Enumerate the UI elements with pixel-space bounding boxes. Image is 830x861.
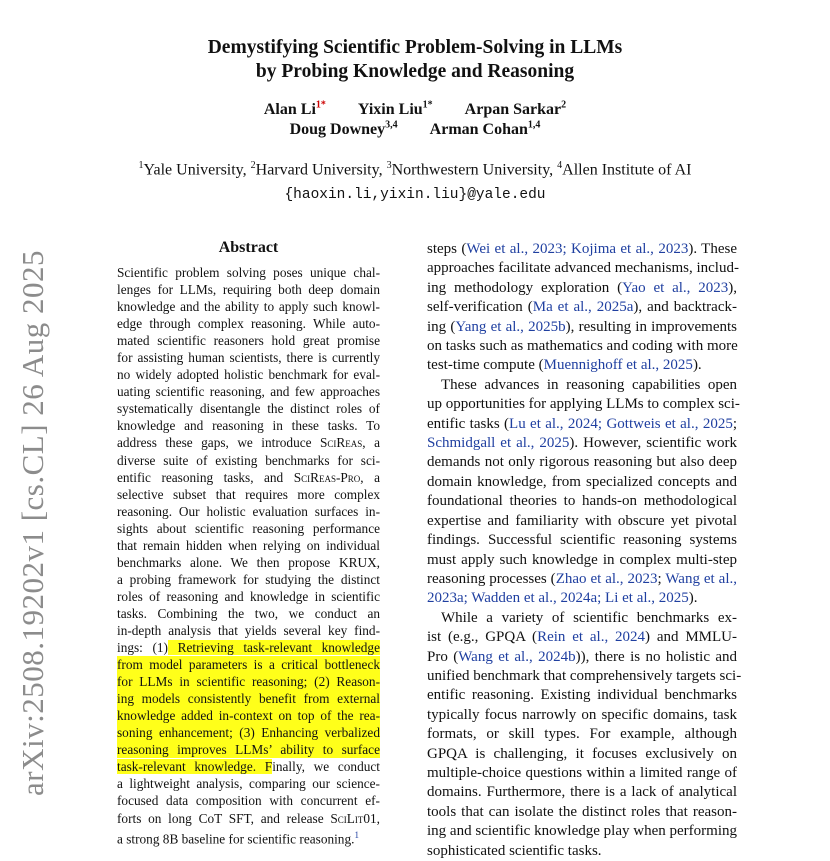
author-line-1 [0,100,830,119]
abstract-line: for assisting human scientists, there is currently [117,350,380,366]
author-yixin-liu: Yixin Liu$^{1*}$ [357,100,433,119]
body-line: approaches facilitate advanced mechanisms, includ- [427,260,739,277]
body-line: ing methodology exploration (Yao et al., 2023), [427,279,737,296]
abstract-line: edge through complex reasoning. While auto- [117,316,380,332]
affiliation-yale: Yale University, [143,161,251,179]
abstract-line: forts on long CoT SFT, and release SciLit01, [117,810,380,826]
abstract-line: tasks. Combining the two, we conduct an [117,605,380,621]
abstract-body [117,264,380,847]
body-line: 2023a; Wadden et al., 2024a; Li et al., 2025). [427,590,698,607]
body-line: While a variety of scientific benchmarks ex- [441,609,737,626]
body-line: ing and scientific knowledge play when performing [427,823,737,840]
abstract-line: Scientific problem solving poses unique chal- [117,265,380,280]
author-arpan-sarkar: Arpan Sarkar$^2$ [464,100,567,119]
abstract-line: focused data composition with concurrent ef- [117,793,380,809]
arxiv-identifier-stamp [15,249,50,796]
body-line: entific tasks (Lu et al., 2024; Gottweis et al., 2025; [427,415,738,432]
abstract-line: benchmarks alone. We then propose KRUX, [117,554,380,570]
body-line: entific reasoning. Existing individual benchmarks [427,687,737,704]
body-line: domains. Furthermore, there is a lack of analytical [427,784,737,801]
body-line: These advances in reasoning capabilities open [441,376,737,393]
author-arman-cohan: Arman Cohan$^{1,4}$ [429,120,541,139]
title-line-2: by Probing Knowledge and Reasoning [255,61,575,82]
title-line-1: Demystifying Scientific Problem-Solving in LLMs [207,37,623,58]
author-doug-downey: Doug Downey$^{3,4}$ [289,120,398,139]
abstract-line: mated scientific reasoners hold great promise [117,333,380,349]
footnote-mark[interactable]: 1 [354,829,359,840]
body-line: tools that can isolate the distinct roles that reason- [427,803,737,820]
body-line: Schmidgall et al., 2025). However, scientific work [427,435,737,452]
abstract-line: entific reasoning tasks, and SciReas-Pro, a [117,469,380,485]
abstract-line: that remain hidden when relying on individual [117,537,380,553]
body-line: domain knowledge, from specialized concepts and [427,473,737,490]
abstract-line: in-depth analysis that yields several key find- [117,622,380,638]
author-line-2 [0,120,830,139]
body-line: demands not only rigorous reasoning but also deep [427,454,737,471]
abstract-line: knowledge and reasoning in these tasks. To [117,418,380,434]
author-alan-li: Alan $Li^{1*}$ [263,100,326,119]
abstract-line: a lightweight analysis, comparing our science- [117,776,380,792]
body-line: formats, or skill types. For example, although [427,726,737,743]
body-line: Pro (Wang et al., 2024b)), there is no holistic and [427,648,738,665]
body-line: test-time compute (Muennighoff et al., 2025). [427,357,702,374]
abstract-last-line: a strong 8B baseline for scientific reasoning.$^1$ [117,829,359,846]
body-line: foundational theories to hands-on methodological [427,493,737,510]
abstract-line-highlighted: ing models consistently benefit from external [117,691,380,707]
body-line: ist (e.g., GPQA (Rein et al., 2024) and MMLU- [427,629,737,646]
affiliations: $^1$Yale University, $^2$Harvard University, $^3$Northwestern University, $^4$Allen Institute of AI [138,160,692,179]
abstract-line highlighted: ings: (1) Retrieving task-relevant knowledge [117,640,380,656]
paper-title [0,36,830,84]
abstract-line: no widely adopted holistic benchmark for eval- [117,367,380,383]
body-line: multiple-choice questions within a limited range of [427,764,737,781]
body-line: reasoning processes (Zhao et al., 2023; Wang et al., [427,570,737,587]
affiliation-allen: Allen Institute of AI [562,161,692,179]
body-line: unified benchmark that comprehensively targets sci- [427,667,742,684]
abstract-line: diverse suite of existing benchmarks for sci- [117,452,380,468]
abstract-line: address these gaps, we introduce SciReas, a [117,435,380,451]
body-line: sophisticated scientific tasks. [427,842,602,859]
abstract-line: task-relevant knowledge. Finally, we conduct [117,759,380,775]
body-line: typically focus narrowly on specific domains, task [427,706,737,723]
abstract-line: selective subset that requires more complex [117,486,380,502]
contact-email: {haoxin.li,yixin.liu}@yale.edu [284,187,546,203]
abstract-line: reasoning. Our holistic evaluation surfaces in- [117,503,380,519]
body-line: up opportunities for applying LLMs to complex sci- [427,396,740,413]
abstract-line: lenges for LLMs, requiring both deep domain [117,282,380,298]
abstract-line-highlighted: reasoning improves LLMs’ ability to surface [117,742,380,758]
body-line: expertise and familiarity with obscure yet pivotal [427,512,737,529]
body-line: ing (Yang et al., 2025b), resulting in improvements [427,318,737,335]
abstract-line-highlighted: for LLMs in scientific reasoning; (2) Reason- [117,674,380,690]
body-line: on tasks such as mathematics and coding with more [427,338,738,355]
abstract-line: systematically disentangle the distinct roles of [117,401,380,417]
body-line: self-verification (Ma et al., 2025a), and backtrack- [427,299,737,316]
affiliation-northwestern: Northwestern University, [391,161,558,179]
abstract-line-highlighted: knowledge added in-context on top of the rea- [117,708,380,724]
body-line: must apply such knowledge in complex multi-step [427,551,737,568]
body-line: GPQA is challenging, it focuses exclusively on [427,745,737,762]
introduction-body [427,240,742,861]
body-line: findings. Successful scientific reasoning systems [427,532,737,549]
abstract-line: a probing framework for studying the distinct [117,571,380,587]
abstract-line: uating scientific reasoning, and few approaches [117,384,380,400]
abstract-heading: Abstract [218,239,279,256]
abstract-line: roles of reasoning and knowledge in scientific [117,588,380,604]
abstract-line: sights about scientific reasoning performance [117,520,380,536]
abstract-line-highlighted: soning enhancement; (3) Enhancing verbalized [117,725,380,741]
abstract-line-highlighted: from model parameters is a critical bottleneck [117,657,380,673]
affiliation-harvard: Harvard University, [255,161,387,179]
arxiv-identifier-text: arXiv:2508.19202v1 [cs.CL] 26 Aug 2025 [15,249,50,796]
abstract-line: knowledge and the ability to apply such knowl- [117,299,380,315]
body-line: steps (Wei et al., 2023; Kojima et al., 2023). These [427,241,738,257]
